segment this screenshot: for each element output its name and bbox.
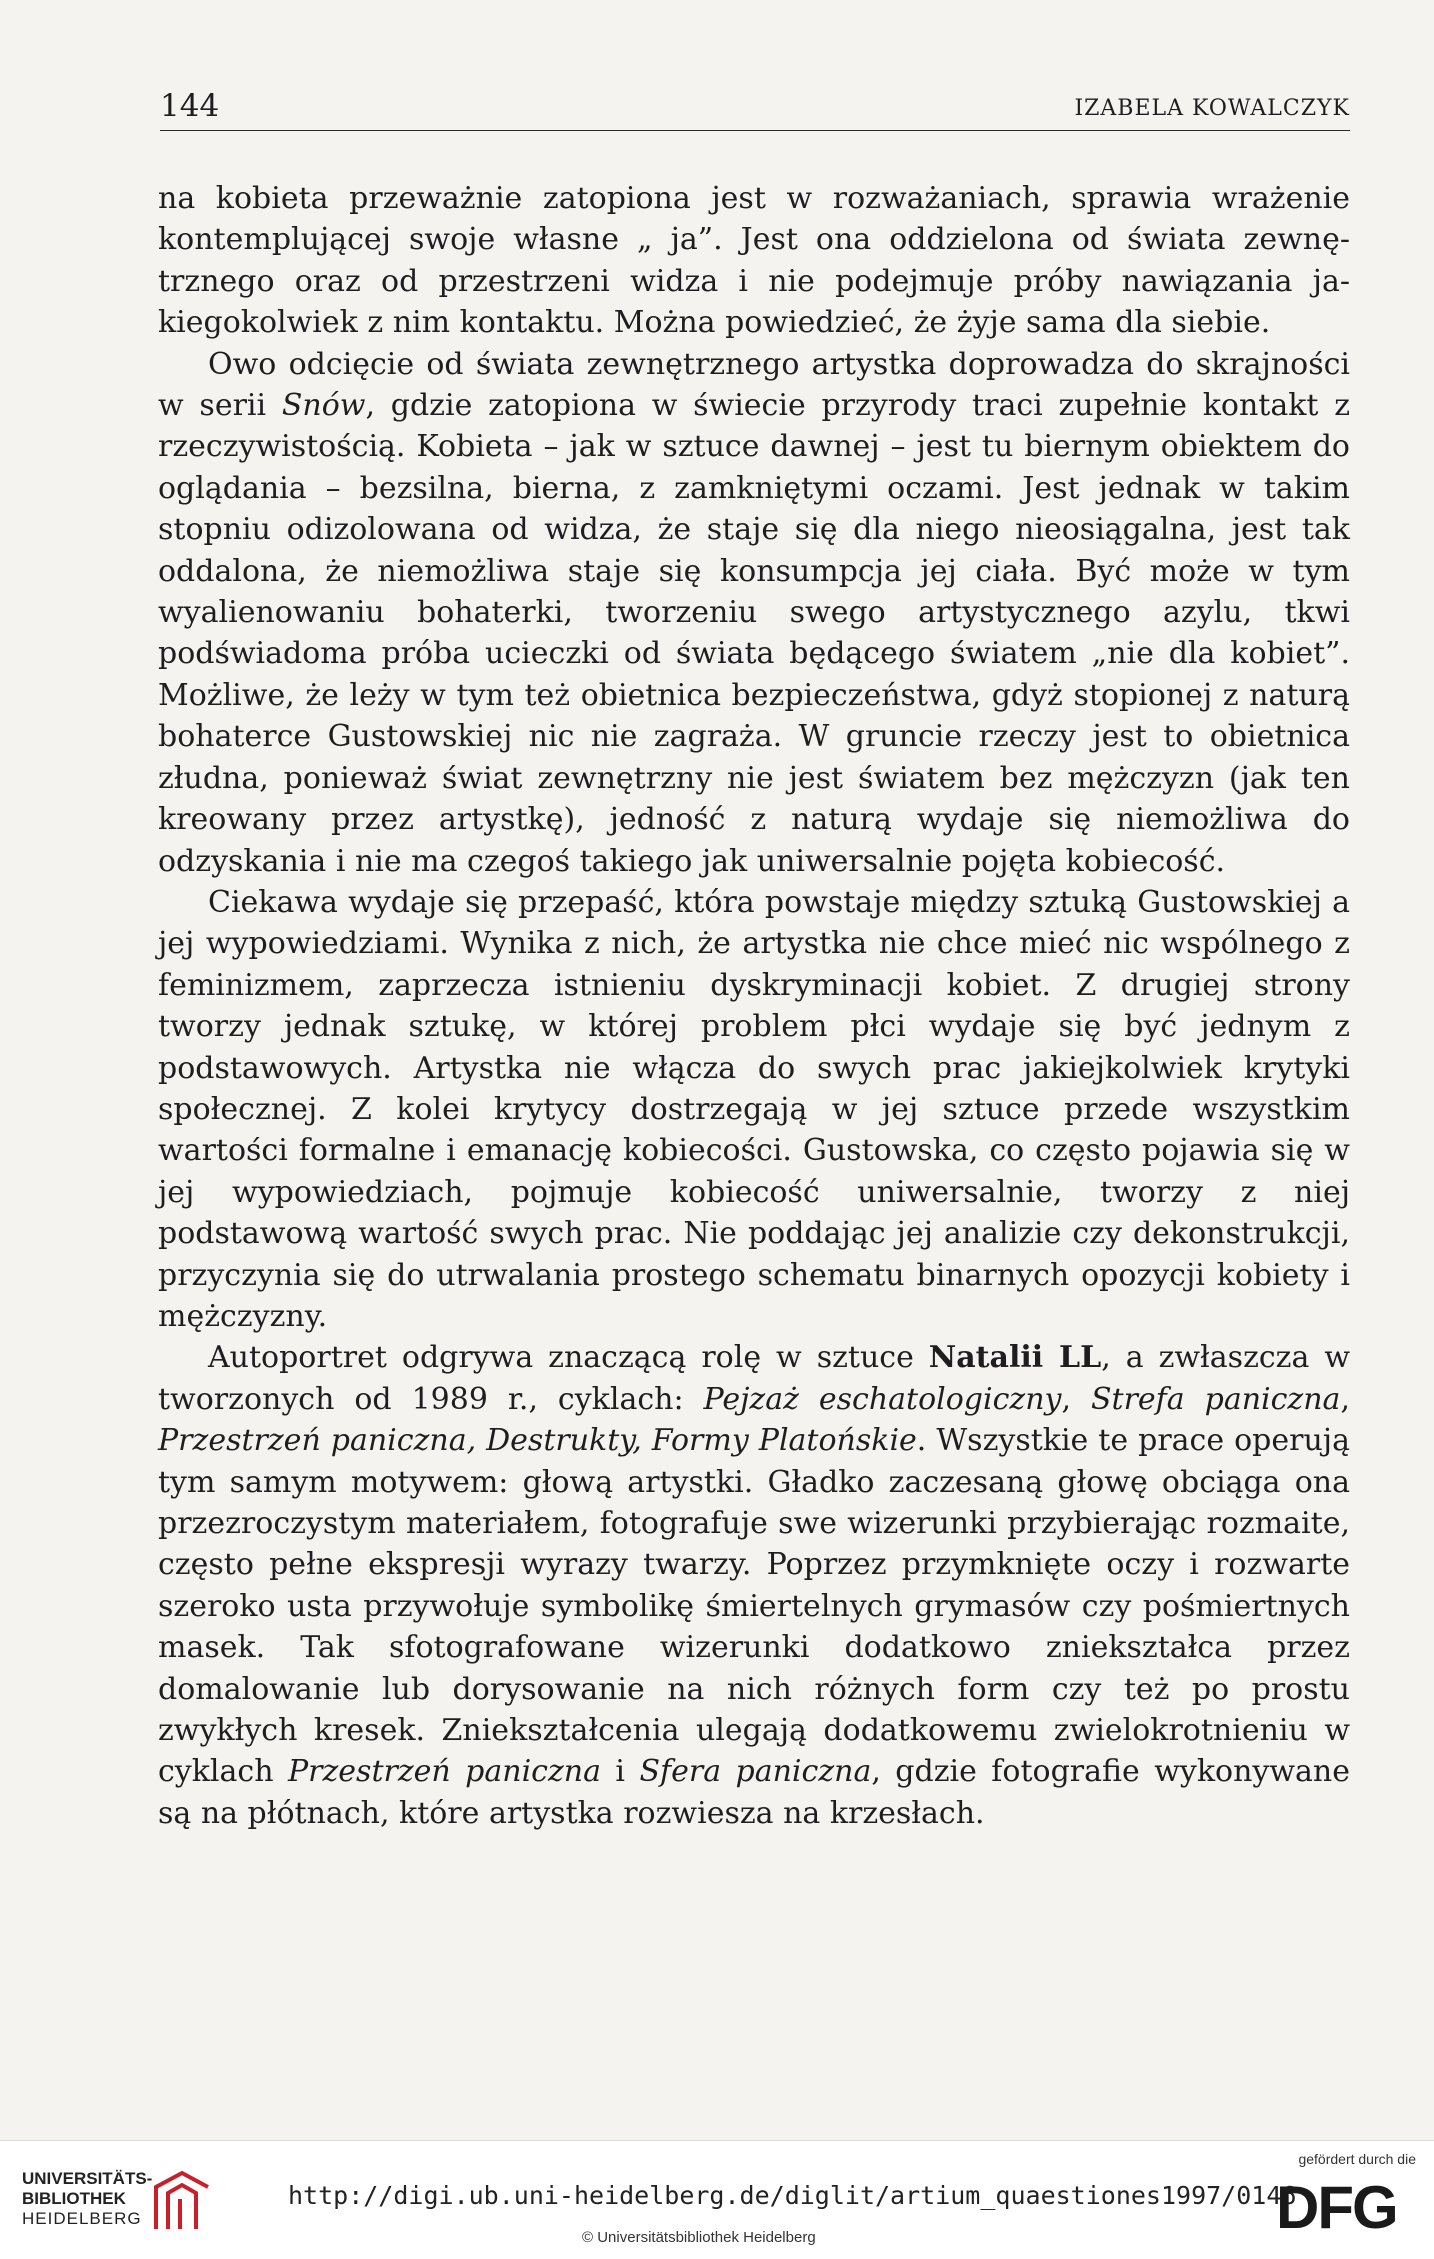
funder-logo[interactable] bbox=[1276, 2151, 1416, 2251]
paragraph: Ciekawa wydaje się przepaść, która powstaje między sztuką Gustowskiej a jej wypowiedziami. Wynika z nich, że artystka nie chce mieć nic wspólnego z feminizmem, zaprzecza istnieniu dyskryminacji kobiet. Z drugiej strony tworzy jednak sztukę, w której problem płci wydaje się być jednym z podstawowych. Artystka nie włącza do swych prac jakiejkolwiek krytyki społecznej. Z kolei krytycy dostrzegają w jej sztuce przede wszystkim wartości formalne i emanację kobiecości. Gustowska, co często pojawia się w jej wypowiedziach, pojmuje kobiecość uniwersalnie, tworzy z niej podstawową wartość swych prac. Nie poddając jej analizie czy dekonstrukcji, przyczynia się do utrwalania prostego schematu binarnych opozycji kobiety i mężczyzny. bbox=[158, 884, 1350, 1334]
italic-title: Przestrzeń paniczna, Destrukty, Formy Platońskie bbox=[158, 1423, 917, 1459]
italic-title: Przestrzeń paniczna bbox=[287, 1754, 601, 1790]
library-name-line3: HEIDELBERG bbox=[22, 2209, 142, 2228]
artist-name: Natalii LL bbox=[928, 1340, 1102, 1376]
italic-title: Sfera paniczna bbox=[639, 1754, 872, 1790]
running-head bbox=[160, 86, 1350, 131]
permalink-url[interactable]: http://digi.ub.uni-heidelberg.de/diglit/artium_quaestiones1997/0146 bbox=[288, 2181, 1297, 2210]
italic-title: Snów bbox=[281, 388, 366, 424]
body-text bbox=[158, 178, 1350, 1834]
library-logo[interactable] bbox=[22, 2167, 252, 2239]
paragraph: Autoportret odgrywa znaczącą rolę w sztuce Natalii LL, a zwłaszcza w tworzonych od 1989 r., cyklach: Pejzaż eschatologiczny, Strefa paniczna, Przestrzeń paniczna, Destrukty, Formy Platońskie. Wszystkie te prace operują tym samym motywem: głową artystki. Gładko zaczesaną głowę obciąga ona przezroczystym materiałem, fotografuje swe wizerunki przybierając rozmaite, często pełne ekspresji wyrazy twarzy. Poprzez przymknięte oczy i rozwarte szeroko usta przywołuje symbolikę śmiertelnych grymasów czy pośmiertnych masek. Tak sfotografowane wizerunki dodatkowo zniekształca przez domalowanie lub dorysowanie na nich różnych form czy też po prostu zwykłych kresek. Zniekształcenia ulegają dodatkowemu zwielokrotnieniu w cyklach Przestrzeń paniczna i Sfera paniczna, gdzie fotografie wykonywane są na płótnach, które artystka rozwiesza na krzesłach. bbox=[158, 1340, 1351, 1831]
paragraph: Owo odcięcie od świata zewnętrznego artystka doprowadza do skrajności w serii Snów, gdzie zatopiona w świecie przyrody traci zupełnie kontakt z rzeczywistością. Kobieta – jak w sztuce dawnej – jest tu biernym obiektem do oglądania – bezsilna, bierna, z zamkniętymi oczami. Jest jednak w takim stopniu odizolowana od widza, że staje się dla niego nieosiągalna, jest tak oddalona, że niemożliwa staje się konsumpcja jej ciała. Być może w tym wyalienowaniu bohaterki, tworzeniu swego artystycznego azylu, tkwi podświadoma próba ucieczki od świata będącego światem „nie dla kobiet”. Możliwe, że leży w tym też obietnica bezpieczeństwa, gdyż stopionej z naturą bohaterce Gustowskiej nic nie zagraża. W gruncie rzeczy jest to obietnica złudna, ponieważ świat zewnętrzny nie jest światem bez mężczyzn (jak ten kreowany przez artystkę), jedność z naturą wydaje się niemożliwa do odzyskania i nie ma czegoś takiego jak uniwersalnie pojęta kobiecość. bbox=[158, 346, 1350, 879]
running-head-author: IZABELA KOWALCZYK bbox=[1074, 96, 1350, 121]
copyright-notice: © Universitätsbibliothek Heidelberg bbox=[582, 2229, 816, 2246]
italic-title: Pejzaż eschatologiczny bbox=[703, 1381, 1062, 1417]
page-number: 144 bbox=[160, 88, 220, 124]
italic-title: Strefa paniczna bbox=[1090, 1381, 1341, 1417]
library-name-line2: BIBLIOTHEK bbox=[22, 2189, 126, 2208]
dfg-wordmark: DFG bbox=[1276, 2174, 1397, 2241]
library-emblem-icon bbox=[142, 2167, 222, 2237]
paragraph: na kobieta przeważnie zatopiona jest w rozważaniach, sprawia wrażenie kontemplującej swoje własne „ ja”. Jest ona oddzielona od świata zewnętrznego oraz od przestrzeni widza i nie podejmuje próby nawiązania jakiegokolwiek z nim kontaktu. Można powiedzieć, że żyje sama dla siebie. bbox=[158, 181, 1350, 341]
funder-note: gefördert durch die bbox=[1298, 2151, 1416, 2167]
library-name-line1: UNIVERSITÄTS- bbox=[22, 2169, 153, 2188]
digitization-footer bbox=[0, 2140, 1434, 2259]
